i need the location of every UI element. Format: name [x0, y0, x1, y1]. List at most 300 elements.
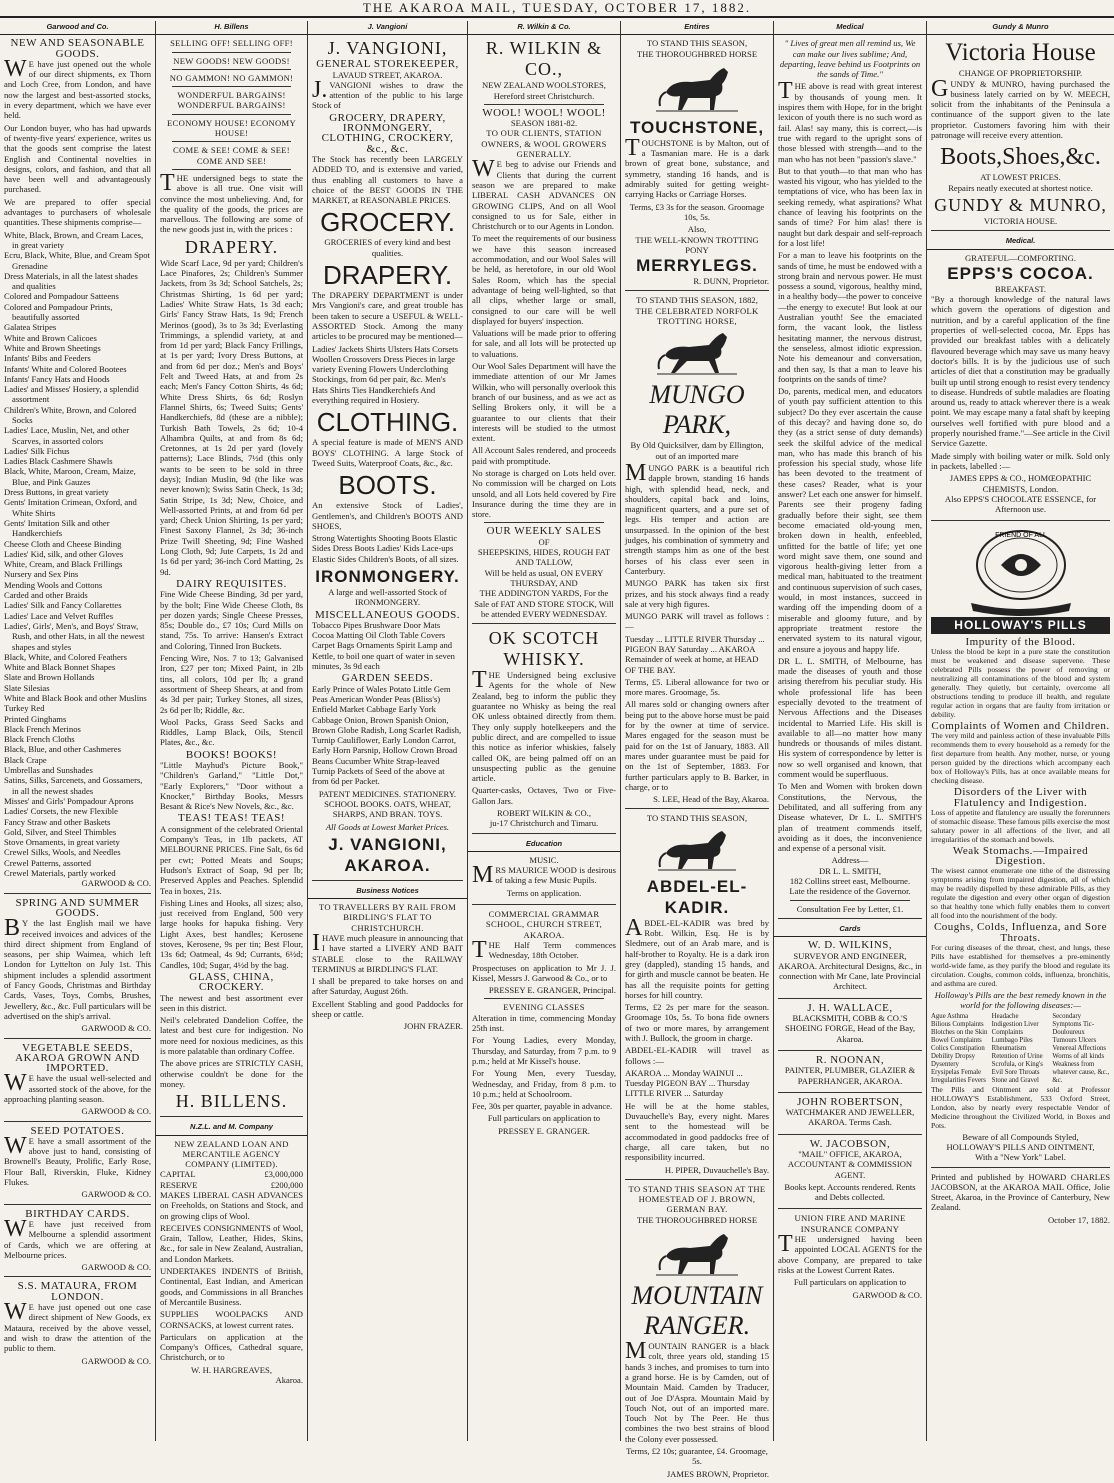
ad-text: Terms, £5. Liberal allowance for two or more mares. Groomage, 5s. — [625, 676, 769, 698]
ad-subtitle: WOOL! WOOL! WOOL! — [482, 106, 606, 119]
ad-text: MAKES LIBERAL CASH ADVANCES on Freeholds, on Stations and Stock, and on growing clips of Wool. — [160, 1189, 303, 1221]
ad-text: An extensive Stock of Ladies', Gentlemen's, and Children's BOOTS AND SHOES, — [312, 500, 463, 531]
ad-billens — [160, 38, 303, 1117]
ad-text: Quarter-casks, Octaves, Two or Five-Gallon Jars. — [472, 785, 616, 806]
column-header: H. Billens — [156, 21, 307, 35]
column-header: Entires — [621, 21, 773, 35]
ad-signature: J. VANGIONI, AKAROA. — [328, 834, 447, 875]
section-title: Weak Stomachs.—Impaired Digestion. — [952, 844, 1089, 868]
column-medical — [774, 21, 927, 1441]
list-item: Gents' Imitation Crimean, Oxford, and White Shirts — [4, 497, 137, 518]
ad-text: No storage is charged on Lots held over. No commission will be charged on Lots unsold, and all Lots held covered by Fire Insurance during the time they are in store. — [472, 467, 616, 520]
ad-subtitle: TO STAND THIS SEASON, — [646, 813, 748, 824]
reserve-value: £200,000 — [270, 1179, 303, 1190]
ad-text: WE have just opened out one case direct shipment of New Goods, ex Mataura, received by the above vessel, and wish to draw the attention of the public to them. — [4, 1299, 151, 1354]
ad-touchstone — [625, 38, 769, 291]
reserve-row — [160, 1180, 303, 1190]
ad-text: Alteration in time, commencing Monday 25th inst. — [472, 1012, 616, 1034]
ad-subtitle: CHANGE OF PROPRIETORSHIP. — [958, 68, 1083, 79]
ad-text: THE undersigned begs to state the above is all true. One visit will convince the most unbelieving. And, for the quality of the goods, the prices are marvellous. The following are some of the new goods just in, with the prices : — [160, 169, 303, 235]
ad-text: Particulars on application at the Company's Offices, Cathedral square, Christchurch, or to — [160, 1331, 303, 1363]
ad-text: A large and well-assorted Stock of IRONMONGERY. — [328, 586, 447, 608]
ad-text: Also EPPS'S CHOCOLATE ESSENCE, for Afternoon use. — [944, 493, 1097, 515]
ad-text: Neil's celebrated Dandelion Coffee, the latest and best cure for indigestion. No more need for noxious medicines, as this is more palatable than ordinary Coffee. — [160, 1015, 303, 1057]
list-item: White, Cream, and Black Frillings — [4, 559, 123, 570]
card-name: J. H. WALLACE, — [807, 1001, 893, 1014]
list-item: Ladies' Corsets, the new Flexible — [4, 806, 118, 817]
ad-text: He will be at the home stables, Duvauchelle's Bay, every night. Mares sent to the homestead will be accommodated in good paddocks free of charge, all care taken, but no responsibility incurred. — [625, 1100, 769, 1163]
divider — [172, 86, 291, 87]
horse-name: MUNGO PARK, — [649, 380, 745, 440]
disease-column: Ague Asthma Bilious Complaints Blotches on the Skin Bowel Complaints Colics Constipation Debility Dropsy Dysentery Erysipelas Female Irregularities Fevers — [931, 1012, 988, 1084]
ad-signature: PRESSEY E. GRANGER, Principal. — [488, 985, 616, 996]
list-item: Turkey Red — [4, 703, 45, 714]
list-item: Stove Ornaments, in great variety — [4, 837, 120, 848]
horse-illustration — [652, 62, 742, 114]
ad-text: Wool Packs, Grass Seed Sacks and Riddles, Lamp Black, Oils, Stencil Plates, &c., &c. — [160, 716, 303, 748]
ad-address: 182 Collins street east, Melbourne. — [789, 876, 911, 887]
ad-text: The wisest cannot enumerate one tithe of the distressing symptoms arising from impaired digestion, all of which may be readily dispelled by these admirable Pills, as they regulate the digestion and every other organ of digestion so that healthy tone which fully enables them to convert all food into the nourishment of the body. — [931, 866, 1110, 921]
ad-subtitle: Also, — [687, 224, 707, 235]
section-title: GARDEN SEEDS. — [341, 672, 434, 685]
ad-seed-potatoes — [4, 1126, 151, 1205]
column-header: Business Notices — [308, 885, 467, 899]
ad-title: SPRING AND SUMMER GOODS. — [15, 896, 140, 919]
ad-text: Prospectuses on application to Mr J. J. Kissel, Messrs J. Garwood & Co., or to — [472, 962, 616, 983]
ad-text: MRS MAURICE WOOD is desirous of taking a few Music Pupils. — [472, 862, 616, 889]
ad-text: With a "New York" Label. — [975, 1152, 1066, 1163]
imprint-date: October 17, 1882. — [1047, 1214, 1110, 1225]
ad-text: Repairs neatly executed at shortest notice. — [948, 182, 1093, 193]
ad-place: VICTORIA HOUSE. — [983, 215, 1058, 226]
column-vangioni — [308, 21, 468, 1441]
ad-text: The Pills and Ointment are sold at Professor HOLLOWAY'S Establishment, 533 Oxford Street, London, also by nearly every respectable Vendor of Medicine throughout the Civilized World, in Boxes and Pots. — [931, 1084, 1110, 1130]
list-item: Galatea Stripes — [4, 322, 57, 333]
list-item: White and Brown Calicoes — [4, 332, 97, 343]
ad-text: UNDERTAKES INDENTS of British, Continental, East Indian, and American goods, and Commissions in all Branches of Mercantile Business. — [160, 1266, 303, 1307]
ad-signature: PRESSEY E. GRANGER. — [498, 1125, 590, 1136]
ad-signature: GARWOOD & CO. — [81, 878, 151, 889]
ad-text: To meet the requirements of our business we have this season increased accommodation, and our Wool Sales will be held, as heretofore, in our old Wool Sales Room, which has the special advantage of being well-lighted, so that all clips, whether large or small, consigned to our care will be well displayed for buyers' inspection. — [472, 233, 616, 326]
horse-illustration — [654, 827, 740, 873]
list-item: Dress Buttons, in great variety — [4, 487, 109, 498]
ad-text: Wide Scarf Lace, 9d per yard; Children's Lace Pinafores, 2s; Children's Summer Jackets, from 3s 3d; School Satchels, 2s; Christmas Shirting, 1s 6d per yard; Ladies' White Straw Hats, 1s 3d each; Girls' Fancy Straw Hats, 1s 9d; French Merinos (good), 3s to 3s 3d; Everlasting Trimmings, a splendid variety, at and from 1d per yard; Black Fancy Frillings, at 1s per yard; Ivory Dress Buttons, at and from 6d per doz.; Men's and Boys' Felt and Tweed Hats, at and from 2s each; Men's Fancy Cotton Shirts, 4s 6d; White Dress Shirts, 6s 6d; Roslyn Flannel Shirts, 6s; Tweed Suits; Gents' Handkerchiefs, 8d (these are a nibble); Turkish Bath Towels, 2s 6d; 10-4 Alhambra Quilts, at and from 8s 6d; Cretonnes, at 1s 2d per yard (lovely patterns); Lace Blinds, 7½d (this only wants to be seen to be sold in three days); Indian Muslin, 9d (the like was never known); Swiss Satin Check, 1s 3d; Satin Stripe, 1s 3d; New, Choice, and Well-assorted Prints, at and from 6d per yard; Check Union Shirting, 1s per yard; Finest Saxony Flannel, 2s 3d; 36-inch Prize Twill Sheeting, 9d; Fine Washed Long Cloth, 9d; Jute Carpets, 1s 2d and 1s 6d per yard; 36-inch Cord Matting, 2s 9d. — [160, 257, 303, 577]
list-item: Ladies' and Misses' Hosiery, a splendid assortment — [4, 384, 139, 405]
reserve-label: RESERVE — [160, 1179, 198, 1190]
list-item: Gold, Silver, and Steel Thimbles — [4, 826, 117, 837]
horse-name: ABDEL-EL-KADIR. — [646, 876, 748, 917]
ad-text: A consignment of the celebrated Oriental Company's Teas, in 1lb packets, AT MELBOURNE PRICES. Fine Salt, 6s 6d per cwt; Potted Meats and Soups; Hudson's Extract of Soap, 9d per lb; Preserved Apples and Peaches. Splendid Tea in boxes, 21s. — [160, 823, 303, 896]
divider — [484, 522, 604, 523]
list-item: Mending Wools and Cottons — [4, 579, 103, 590]
disease-table — [931, 1013, 1110, 1085]
list-item: White, Black, Brown, and Cream Laces, in great variety — [4, 229, 144, 250]
ad-text: Made simply with boiling water or milk. Sold only in packets, labelled :— — [931, 450, 1110, 471]
ad-mataura — [4, 1281, 151, 1369]
slogan: COME & SEE! COME & SEE! COME AND SEE! — [173, 145, 290, 166]
ad-text: Terms, £3 3s for the season. Groomage 10s, 5s. — [629, 201, 765, 222]
column-entires — [621, 21, 774, 1479]
ad-text: WE have a small assortment of the above just to hand, consisting of Brownell's Beauty, Prolific, Early Rose, Flour Ball, Riverskin, Fluke, Kidney Flukes. — [4, 1132, 151, 1188]
ad-mungo-park — [625, 295, 769, 809]
consultation-fee: Consultation Fee by Letter, £1. — [796, 903, 904, 914]
ad-text: THE Undersigned being exclusive Agents for the whole of New Zealand, beg to inform the public they guarantee no Whisky as being the real OK unless obtained directly from them. They only supply hotelkeepers and the public direct, and are compelled to issue this notice as inferior whiskies, falsely called OK, are being palmed off on an unsuspecting public as the genuine article. — [472, 667, 616, 784]
ad-music — [472, 855, 616, 905]
ad-text: Our London buyer, who has had upwards of twenty-five years' experience, writes us that the goods sent comprise the latest English and Continental novelties in designs, colors, and fashion, and that all have been well and advantageously purchased. — [4, 122, 151, 195]
list-item: Black Crape — [4, 754, 47, 765]
list-item: Infants' Bibs and Feeders — [4, 353, 91, 364]
ad-text: Fine Wide Cheese Binding, 3d per yard, by the bolt; Fine Wide Cheese Cloth, 8s per dozen yards; Single Cheese Presses, 85s; Double do., £7 10s; Curd Mills on stand, 75s. To arrive: Hansen's Extract and Coloring, Tinned Iron Buckets. — [160, 589, 303, 651]
ad-text: Valuations will be made prior to offering for sale, and all lots will be protected up to valuations. — [472, 328, 616, 359]
card-text: PAINTER, PLUMBER, GLAZIER & PAPERHANGER, AKAROA. — [784, 1065, 916, 1086]
ad-place: Akaroa. — [275, 1375, 303, 1386]
ad-title: SEED POTATOES. — [30, 1124, 125, 1137]
ad-title: EVENING CLASSES — [503, 1002, 585, 1013]
list-item: Nursery and Sex Pins — [4, 569, 79, 580]
ad-subtitle: GENERAL STOREKEEPER, — [316, 58, 459, 71]
slogan: NEW GOODS! NEW GOODS! — [173, 55, 290, 66]
ad-text: MUNGO PARK will travel as follows :— — [625, 611, 769, 632]
list-item: Crewel Silks, Wools, and Needles — [4, 847, 121, 858]
list-item: Ladies' Lace and Velvet Ruffles — [4, 610, 114, 621]
ad-text: The newest and best assortment ever seen in this district. — [160, 992, 303, 1013]
card-jacobson — [778, 1139, 922, 1210]
section-title: Impurity of the Blood. — [965, 635, 1076, 648]
divider — [790, 900, 910, 901]
divider — [172, 52, 291, 53]
ad-title: COMMERCIAL GRAMMAR SCHOOL, CHURCH STREET, AKAROA. — [485, 909, 603, 940]
section-title: DRAPERY. — [322, 260, 453, 291]
ad-text: Strong Watertights Shooting Boots Elastic Sides Dress Boots Ladies' Kids Lace-ups Elastic Sides Children's Boots, of all sizes. — [312, 533, 459, 564]
ad-text: BY the last English mail we have received invoices and advices of the third direct shipment from England of seasons, per ship Waimea, which left London for Lyttelton on July 1st. This shipment includes a splendid assortment of Fancy Goods, Christmas and Birthday Cards, Vases, Toys, Combs, Brushes, Jewellery, &c., &c. Full particulars will be advertised on the ship's arrival. — [4, 915, 151, 1021]
ad-text: SUPPLIES WOOLPACKS AND CORNSACKS, at lowest current rates. — [160, 1309, 303, 1330]
ad-text: Ladies' Jackets Shirts Ulsters Hats Corsets Woollen Crossovers Dress Pieces in large variety Evening Flowers Underclothing Stockings, from 6d per pair, &c. Men's Hats Shirts Ties Handkerchiefs And everything required in Hosiery. — [312, 343, 458, 406]
ad-text: Holloway's Pills are the best remedy known in the world for the following diseases:— — [934, 990, 1107, 1011]
list-item: Colored and Pompadour Satteens — [4, 291, 119, 302]
section-title: Disorders of the Liver with Flatulency and Indigestion. — [953, 786, 1088, 809]
ad-title: J. VANGIONI, — [327, 38, 448, 59]
list-item: White and Brown Sheetings — [4, 342, 101, 353]
ad-text: Terms, £2 10s; guarantee, £4. Groomage, 5s. — [626, 1446, 768, 1467]
ad-signature: GARWOOD & CO. — [81, 1189, 151, 1200]
list-item: Crewel Patterns, assorted — [4, 857, 92, 868]
column-gundy-munro — [927, 21, 1114, 1441]
ad-text: The Stock has recently been LARGELY ADDED TO, and is extensive and varied, thus enabling all customers to have a choice of the BEST GOODS IN THE MARKET, at REASONABLE PRICES. — [312, 153, 463, 206]
section-title: BOOTS. — [338, 470, 437, 501]
ad-text: Fee, 30s per quarter, payable in advance. — [472, 1101, 613, 1112]
ad-title: OK SCOTCH WHISKY. — [488, 628, 600, 670]
ad-text: Early Prince of Wales Potato Little Gem Peas American Wonder Peas (Bliss's) Enfield Market Cabbage Early York Cabbage Onion, Brown Spanish Onion, Brown Globe Radish, Long Scarlet Radish, Turnip Cauliflower, Early London Carrot, Early Horn Parsnip, Hollow Crown Broad Beans Cucumber White Strap-leaved Turnip Packets of Seed of the above at from 6d per Packet. — [312, 683, 462, 787]
ad-holloway — [931, 525, 1110, 1167]
ad-text: GROCERIES of every kind and best qualities. — [324, 237, 451, 258]
ad-text: MOUNTAIN RANGER is a black colt, three years old, standing 15 hands 3 inches, and promises to turn into a grand horse. He is by Camden, out of Mountain Maid. Camden by Traducer, out of Joe D'Aspra. Mountain Maid by Touch Not, out of an imported mare. Touch Not by The Peer. He thus combines the two best strains of blood the Colony ever possessed. — [625, 1338, 769, 1444]
ad-text: Fencing Wire, Nos. 7 to 13; Galvanised Iron, £27 per ton; Mixed Paint, in 2lb tins, all colors, 10d per lb; a grand assortment of Sheep Shears, at and from 4s 3d per pair; Turkey Stones, all sizes, 2s 6d per lb; Riddle, &c. — [160, 653, 303, 715]
capital-value: £3,000,000 — [264, 1169, 303, 1180]
ad-text: DR L. L. SMITH, of Melbourne, has made the diseases of youth and those arising therefrom his peculiar study. His whole professional life has been especially devoted to the treatment of Nervous Affections and the Diseases incidental to Married Life. His skill is available to all—no matter how many hundreds or thousands of miles distant. His system of correspondence by letter is now so well organised and known, that comment would be superfluous. — [778, 655, 922, 780]
disease-column: Headache Indigestion Liver Complaints Lumbago Piles Rheumatism Retention of Urine Scrofula, or King's Evil Sore Throats Stone and Gravel — [991, 1012, 1043, 1084]
ad-text: IHAVE much pleasure in announcing that I have started a LIVERY AND BAIT STABLE close to the RAILWAY TERMINUS at BIRDLING'S FLAT. — [312, 930, 463, 974]
ad-subtitle: LAVAUD STREET, AKAROA. — [332, 69, 443, 80]
ad-subtitle: TO STAND THIS SEASON, — [646, 38, 748, 49]
ad-title: MUSIC. — [529, 854, 559, 865]
ad-signature: JAMES BROWN, Proprietor. — [666, 1468, 769, 1479]
ad-text: For Young Men, every Tuesday, Wednesday, and Friday, from 8 p.m. to 10 p.m.; held at Schoolroom. — [472, 1068, 616, 1099]
ad-abdel-el-kadir — [625, 813, 769, 1179]
ad-title: UNION FIRE AND MARINE INSURANCE COMPANY — [794, 1213, 906, 1234]
list-item: Slate Silesias — [4, 682, 50, 693]
section-title: BOOKS! BOOKS! — [185, 748, 278, 761]
list-item: Black, White, Maroon, Cream, Maize, Blue, and Pink Gauzes — [4, 466, 136, 487]
card-text: BLACKSMITH, COBB & CO.'S SHOEING FORGE, Head of the Bay, Akaroa. — [784, 1013, 915, 1044]
masthead: THE AKAROA MAIL, TUESDAY, OCTOBER 17, 1882. — [0, 0, 1114, 18]
ad-text: All Account Sales rendered, and proceeds paid with promptitude. — [472, 445, 616, 466]
list-item: Dress Materials, in all the latest shades and qualities — [4, 270, 138, 292]
seal-text: FRIEND OF ALL — [994, 532, 1047, 540]
ad-text: "Little Mayhud's Picture Book," "Children's Garland," "Little Dot," "Early Explorers," "Door without a Knocker," Birthday Books, Messrs Besant & Rice's New Novels, &c., &c. — [160, 760, 303, 812]
column-header: J. Vangioni — [308, 21, 467, 35]
ad-subtitle: OF — [538, 536, 550, 547]
ad-subtitle: THE THOROUGHBRED HORSE — [636, 48, 758, 59]
column-header: Cards — [774, 923, 926, 937]
list-item: Fancy Straw and other Baskets — [4, 816, 111, 827]
ad-text: Unless the blood be kept in a pure state the constitution must be weakened and disease supervene. These celebrated Pills possess the power of removing or neutralizing all contaminations of the blood and system generally. They quietly, but certainly, overcome all obstructions tending to produce ill health, and regulate regular action in organs that are faulty from irritation or debility. — [931, 646, 1110, 719]
address-label: Address— — [831, 855, 869, 866]
ad-signature: JAMES EPPS & CO., HOMŒOPATHIC CHEMISTS, London. — [949, 473, 1092, 494]
ad-text: J.VANGIONI wishes to draw the attention of the public to his large Stock of — [312, 76, 463, 111]
ad-title: NEW ZEALAND LOAN AND MERCANTILE AGENCY COMPANY (LIMITED). — [174, 1138, 289, 1170]
column-header: Medical — [774, 21, 926, 35]
list-item: Crewel Materials, partly worked — [4, 868, 116, 879]
ad-text: Terms on application. — [506, 887, 582, 898]
column-header: Medical. — [927, 235, 1114, 249]
card-robertson — [778, 1097, 922, 1135]
capital-label: CAPITAL — [160, 1169, 196, 1180]
ad-text: GUNDY & MUNRO, having purchased the business lately carried on by W. MEECH, solicit from the inhabitants of the Peninsula a continuance of the support given to the late proprietor. Customers favoring him with their patronage will receive every attention. — [931, 75, 1110, 141]
list-item: White and Black Book and other Muslins — [4, 693, 147, 703]
list-item: Infants' Fancy Hats and Hoods — [4, 373, 110, 384]
list-item: Cheese Cloth and Cheese Binding — [4, 538, 122, 549]
list-item: Printed Ginghams — [4, 713, 67, 724]
list-item: Ladies Black Cashmere Shawls — [4, 456, 113, 467]
ad-text: A special feature is made of MEN'S AND BOYS' CLOTHING. A large Stock of Tweed Suits, Waterproof Coats, &c., &c. — [312, 437, 463, 468]
ad-title: R. WILKIN & CO., — [485, 38, 603, 80]
card-noonan — [778, 1055, 922, 1093]
ad-text: I shall be prepared to take horses on and after Saturday, August 26th. — [312, 976, 463, 997]
ad-signature: W. H. HARGREAVES, — [191, 1364, 272, 1375]
ad-text: MUNGO PARK has taken six first prizes, and his stock always find a ready sale at very high figures. — [625, 578, 769, 609]
ad-text: Full particulars on application to — [793, 1277, 907, 1288]
ad-text: Tuesday ... LITTLE RIVER Thursday ... PIGEON BAY Saturday ... AKAROA Remainder of week at home, at HEAD OF THE BAY. — [625, 633, 765, 675]
ad-title: S.S. MATAURA, FROM LONDON. — [17, 1280, 138, 1303]
slogan: WONDERFUL BARGAINS! WONDERFUL BARGAINS! — [177, 90, 286, 111]
list-item: Children's White, Brown, and Colored Socks — [4, 404, 137, 425]
card-text: SURVEYOR AND ENGINEER, AKAROA. Architectural Designs, &c., in connection with Mr Cane, late Provincial Architect. — [778, 950, 922, 992]
list-item: Black French Merinos — [4, 723, 81, 734]
slogan: NO GAMMON! NO GAMMON! — [169, 72, 294, 83]
ad-text: THE Half Term commences Wednesday, 18th October. — [472, 936, 616, 963]
ad-text: RECEIVES CONSIGNMENTS of Wool, Grain, Tallow, Leather, Hides, Skins, &c., for sale in New Zealand, Australian, and London Markets. — [160, 1222, 303, 1264]
ad-subtitle: GRATEFUL—COMFORTING. — [965, 252, 1076, 263]
list-item: Umbrellas and Sunshades — [4, 765, 93, 776]
holloway-banner: HOLLOWAY'S PILLS — [931, 617, 1110, 633]
ad-signature: GARWOOD & CO. — [81, 1023, 151, 1034]
ad-birthday-cards — [4, 1209, 151, 1278]
section-title: TEAS! TEAS! TEAS! — [177, 812, 286, 825]
ad-text: WE beg to advise our Friends and Clients that during the current season we are prepared to make LIBERAL CASH ADVANCES ON GROWING CLIPS, And on all Wool consigned to us for Sale, either in Christchurch or to our Agents in London. — [472, 156, 616, 232]
ad-text: HOLLOWAY'S PILLS AND OINTMENT, — [946, 1141, 1095, 1152]
ad-title: TO TRAVELLERS BY RAIL FROM BIRDLING'S FLAT TO CHRISTCHURCH. — [318, 902, 457, 933]
categories: GROCERY, DRAPERY, IRONMONGERY, CLOTHING, CROCKERY, &c., &c. — [321, 111, 454, 155]
ad-subtitle: SEASON 1881-82. — [510, 118, 578, 129]
ad-text: "By a thorough knowledge of the natural laws which govern the operations of digestion and nutrition, and by a careful application of the fine properties of well-selected cocoa, Mr. Epps has provided our breakfast tables with a delicately flavoured beverage which may save us many heavy doctor's bills. It is by the judicious use of such articles of diet that a constitution may be gradually built up until strong enough to resist every tendency to disease. Hundreds of subtle maladies are floating around us, ready to attack wherever there is a weak point. We may escape many a fatal shaft by keeping ourselves well fortified with pure blood and a properly nourished frame."—See article in the Civil Service Gazette. — [931, 294, 1111, 449]
ad-text: The very mild and painless action of these invaluable Pills recommends them to every household as a remedy for the first departure from health. Any mother, nurse, or young person guided by the directions which accompany each box of Holloway's Pills, has at once available means for checking disease. — [931, 731, 1110, 786]
goods-list — [4, 230, 151, 879]
list-item: Black, Blue, and other Cashmeres — [4, 744, 121, 755]
ad-text: For Young Ladies, every Monday, Thursday, and Saturday, from 7 p.m. to 9 p.m.; held at Mr Kissel's house. — [472, 1035, 616, 1066]
ad-text: WE have just opened out the whole of our direct shipments, ex Thorn and Loch Cree, from London, and have now the largest and best-assorted stocks, in every department, which we have ever held. — [4, 55, 151, 121]
ad-text: Loss of appetite and flatulency are usually the forerunners of stomachic disease. These famous pills exercise the most salutary power in all affections of the liver, and all irregularities of the stomach and bowels. — [931, 807, 1110, 844]
ad-subtitle: THE WELL-KNOWN TROTTING PONY — [635, 234, 759, 255]
column-header: N.Z.L. and M. Company — [156, 1121, 307, 1135]
ad-text: Fishing Lines and Hooks, all sizes; also, just received from England, 500 very large hooks for hapuka fishing. Very Light Axes, best handles; Kerosene stoves, Kerosene, 9s per tin; Best Flour, 13s 6d; Oatmeal, 4s 9d; Currants, 6½d; Candles, 10d; Sugar, 4½d by the bag. — [160, 897, 303, 970]
list-item: White and Black Bonnet Shapes — [4, 662, 116, 673]
section-title: MISCELLANEOUS GOODS. — [314, 608, 461, 621]
ad-vegetable-seeds — [4, 1043, 151, 1122]
section-title: DRAPERY. — [184, 236, 279, 257]
list-item: Ladies', Girls', Men's, and Boys' Straw, Rush, and other Hats, in all the newest shapes and styles — [4, 620, 145, 652]
list-item: Ladies' Kid, silk, and other Gloves — [4, 548, 124, 559]
ad-title: BIRTHDAY CARDS. — [25, 1207, 130, 1220]
ad-text: Our Wool Sales Department will have the immediate attention of our Mr James Wilkin, who will personally overlook this branch of our business, and as we act as Selling Brokers only, it will be a guarantee to our clients that their interests will be studied to the utmost extent. — [472, 361, 616, 444]
ad-text: But to that youth—to that man who has wasted his vigour, who has yielded to the temptations of vice, who has been lax in seeking remedy, what aspirations? What chance of leaving his footprints on the sands of time? For him alas! there is naught but dark despair and self-reproach for a lost life! — [778, 165, 922, 248]
ad-dr-smith — [778, 38, 922, 919]
list-item: Carded and other Braids — [4, 590, 88, 601]
card-name: JOHN ROBERTSON, — [797, 1095, 903, 1108]
ad-text: ABDEL-EL-KADIR was bred by Robt. Wilkin, Esq. He is by Sledmere, out of an Arab mare, and is half-brother to Royalty. He is a dark iron grey (dappled), standing 15 hands, and for girth and muscle cannot be beaten. He has all the requisite points for getting horses for hill country. — [625, 914, 769, 1000]
ad-text: The above prices are STRICTLY CASH, otherwise couldn't be done for the money. — [160, 1058, 303, 1089]
ad-subtitle: TO STAND THIS SEASON AT THE HOMESTEAD OF J. BROWN, GERMAN BAY. — [628, 1183, 766, 1215]
list-item: Ecru, Black, White, Blue, and Cream Spot Grenadine — [4, 250, 150, 271]
ad-signature: R. DUNN, Proprietor. — [693, 276, 769, 287]
column-header: R. Wilkin & Co. — [468, 21, 620, 35]
card-text: "MAIL" OFFICE, AKAROA, ACCOUNTANT & COMMISSION AGENT. — [787, 1148, 913, 1180]
disease-column: Secondary Symptoms Tic-Douloureux Tumours Ulcers Venereal Affections Worms of all kinds Weakness from whatever cause, &c., &c. — [1052, 1012, 1110, 1084]
column-billens — [156, 21, 308, 1441]
ad-text: WE have the usual well-selected and assorted stock of the above, for the approaching planting season. — [4, 1070, 151, 1104]
card-name: R. NOONAN, — [815, 1053, 885, 1066]
section-title: Coughs, Colds, Influenza, and Sore Throats. — [933, 921, 1108, 944]
ad-subtitle: TO STAND THIS SEASON, 1882, — [636, 295, 758, 306]
ad-subtitle: THE CELEBRATED NORFOLK TROTTING HORSE, — [635, 305, 759, 327]
divider — [172, 114, 291, 115]
ad-signature: GUNDY & MUNRO, — [934, 194, 1107, 215]
divider — [172, 69, 291, 70]
ad-union-insurance — [778, 1213, 922, 1303]
list-item: Slate and Brown Hollands — [4, 672, 95, 683]
ad-text: TOUCHSTONE is by Malton, out of a Tasmanian mare. He is a dark brown of great bone, substance, and symmetry, standing 16 hands, and is admirably suited for getting weight-carrying Hacks or Carriage Horses. — [625, 134, 769, 200]
slogan: SELLING OFF! SELLING OFF! — [170, 38, 293, 49]
divider — [484, 104, 604, 105]
card-name: W. JACOBSON, — [809, 1137, 891, 1150]
list-item: Ladies' Lace, Muslin, Net, and other Scarves, in assorted colors — [4, 425, 130, 446]
ad-signature: DR L. L. SMITH, — [818, 865, 882, 876]
ad-text: Terms, £2 2s per mare for the season. Groomage 10s, 5s. To bona fide owners of two or more mares, by arrangement with J. Bullock, the groom in charge. — [625, 1002, 769, 1043]
divider — [484, 998, 604, 999]
divider — [172, 169, 291, 170]
section-title: Complaints of Women and Children. — [931, 719, 1110, 732]
list-item: Black French Cloths — [4, 734, 75, 745]
ad-subtitle: Will be held as usual, ON EVERY THURSDAY, AND — [484, 567, 604, 588]
horse-name: MERRYLEGS. — [636, 256, 758, 276]
ad-signature: H. BILLENS. — [175, 1091, 288, 1112]
card-name: W. D. WILKINS, — [807, 939, 893, 952]
horse-illustration — [652, 1228, 742, 1278]
ad-subtitle: AT LOWEST PRICES. — [980, 172, 1061, 183]
horse-illustration — [653, 329, 741, 377]
ad-subtitle: TO OUR CLIENTS, STATION OWNERS, & WOOL GROWERS GENERALLY. — [481, 128, 607, 160]
ad-title: EPPS'S COCOA. — [947, 263, 1094, 283]
ad-frazer — [312, 902, 463, 1036]
ad-new-goods — [4, 38, 151, 893]
ad-signature: GARWOOD & CO. — [81, 1355, 151, 1366]
list-item: Misses' and Girls' Pompadour Aprons — [4, 795, 134, 806]
ad-text: Beware of all Compounds Styled, — [962, 1131, 1079, 1142]
column-wilkin — [468, 21, 621, 1441]
ad-signature: JOHN FRAZER. — [403, 1021, 463, 1032]
ad-place: ju-17 Christchurch and Timaru. — [489, 818, 599, 829]
card-wallace — [778, 1003, 922, 1051]
ad-text: Excellent Stabling and good Paddocks for sheep or cattle. — [312, 998, 463, 1020]
ad-nz-loan — [160, 1139, 303, 1390]
ad-ok-whisky — [472, 628, 616, 833]
ad-victoria-house — [931, 38, 1110, 231]
card-wilkins — [778, 940, 922, 998]
ad-text: For curing diseases of the throat, chest, and lungs, these Pills have established for themselves a pre-eminently world-wide fame, as they purify the blood and regulate its circulation. Coughs, common colds, influenza, bronchitis, and asthma are cured. — [931, 943, 1110, 989]
divider — [172, 141, 291, 142]
capital-row — [160, 1169, 303, 1179]
card-text: WATCHMAKER AND JEWELLER, AKAROA. Terms Cash. — [785, 1107, 915, 1128]
list-item: Colored and Pompadour Prints, beautifully assorted — [4, 301, 113, 323]
card-text: Books kept. Accounts rendered. Rents and Debts collected. — [784, 1181, 916, 1203]
column-header: Garwood and Co. — [0, 21, 155, 35]
newspaper-columns — [0, 21, 1114, 1479]
ad-signature: ROBERT WILKIN & CO., — [497, 808, 591, 818]
section-title: Boots,Shoes,&c. — [940, 144, 1101, 171]
ad-text: ABDEL-EL-KADIR will travel as follows :— — [625, 1045, 769, 1066]
ad-signature: GARWOOD & CO. — [852, 1289, 922, 1300]
ad-subtitle: BREAKFAST. — [994, 283, 1046, 294]
ad-subtitle: THE ADDINGTON YARDS, For the Sale of FAT AND STORE STOCK, Will be attended EVERY WEDNESDAY. — [474, 588, 614, 619]
ad-signature: GARWOOD & CO. — [81, 1262, 151, 1273]
ad-subtitle: By Old Quicksilver, dam by Ellington, out of an imported mare — [630, 440, 764, 461]
list-item: Satins, Silks, Sarcenets, and Gossamers, in all the newest shades — [4, 775, 143, 796]
ad-text: THE above is read with great interest by thousands of young men. It inspires them with Hope, for in the bright lexicon of youth there is no such word as fail. Alas! say many, this is correct,—is true with regard to the upright sons of those blessed with strength—and to the man who has not been "passion's slave." — [778, 78, 922, 164]
ad-vangioni — [312, 38, 463, 881]
ad-signature: GARWOOD & CO. — [81, 1106, 151, 1117]
horse-name: MOUNTAIN RANGER. — [631, 1281, 763, 1341]
section-title: CLOTHING. — [316, 407, 459, 438]
ad-text: The DRAPERY DEPARTMENT is under Mrs Vangioni's care, and great trouble has been taken to secure a USEFUL & WELL-ASSORTED Stock. Among the many articles to be procured may be mentioned— — [312, 290, 463, 342]
section-title: DAIRY REQUISITES. — [176, 577, 287, 590]
ad-subtitle: NEW ZEALAND WOOLSTORES, Hereford street Christchurch. — [482, 80, 606, 101]
list-item: Gents' Imitation Silk and other Handkerchiefs — [4, 517, 110, 539]
ad-text: Do, parents, medical men, and educators of youth pay sufficient attention to this subject? Do they ever ascertain the cause of this decay? and having done so, do they (as a strict sense of duty demands) seek the skilful advice of the medical man, who has made this branch of his profession his special study, whose life has been devoted to the treatment of these cases? Reader, what is your answer? Let each one answer for himself. Parents see their progeny fading gradually before their sight, see them become emaciated old-young men, broken down in health, enfeebled, unfitted for the battle of life; yet one word might save them, one sound and vigorous health-giving letter from a medical man, habituated to the treatment and continuous supervision of such cases, would, in most instances, succeed in warding off the impending doom of a miserable and gloomy future, and by appropriate treatment restore the enervated system to its natural vigour, and ensure a joyous and happy life. — [778, 386, 922, 654]
ad-subtitle: THE THOROUGHBRED HORSE — [636, 1214, 758, 1225]
ad-text: PATENT MEDICINES. STATIONERY. SCHOOL BOOKS. OATS, WHEAT, SHARPS, AND BRAN. TOYS. — [318, 788, 457, 820]
imprint-text: Printed and published by HOWARD CHARLES JACOBSON, at the AKAROA MAIL Office, Jolie Street, Akaroa, in the Province of Canterbury, New Zealand. — [931, 1171, 1110, 1213]
ad-text: We are prepared to offer special advantages to purchasers of wholesale quantities. These shipments comprise— — [4, 196, 151, 228]
ad-spring-goods — [4, 898, 151, 1039]
